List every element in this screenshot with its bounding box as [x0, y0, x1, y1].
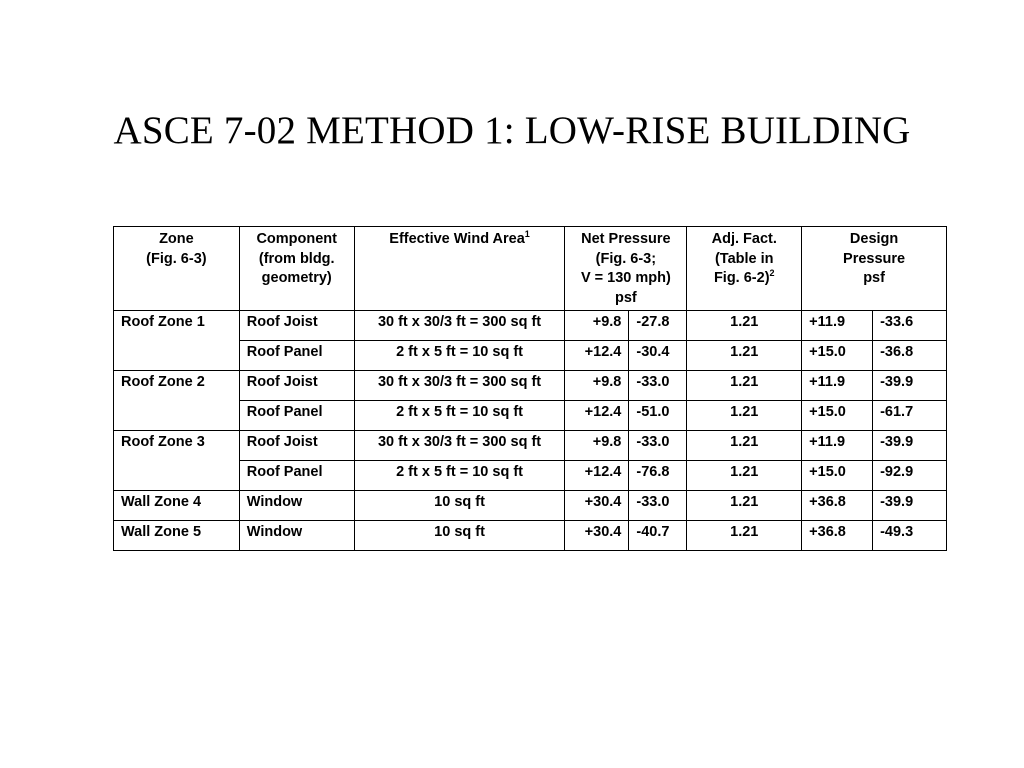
net-negative-cell: -33.0: [629, 371, 687, 401]
net-positive-cell: +30.4: [565, 491, 629, 521]
header-area-line: [362, 230, 558, 250]
adj-factor-cell: 1.21: [687, 521, 802, 551]
area-cell: 10 sq ft: [354, 521, 565, 551]
header-design-pressure: [802, 227, 947, 311]
header-adj-line: Adj. Fact.: [711, 231, 777, 247]
adj-factor-cell: 1.21: [687, 311, 802, 341]
table-row: [114, 491, 947, 521]
header-net-line: Net Pressure: [581, 231, 671, 247]
header-row: [114, 227, 947, 311]
adj-factor-cell: 1.21: [687, 401, 802, 431]
net-negative-cell: -40.7: [629, 521, 687, 551]
slide-title: ASCE 7-02 METHOD 1: LOW-RISE BUILDING: [113, 109, 911, 152]
net-positive-cell: +9.8: [565, 431, 629, 461]
header-design-line: Design: [849, 231, 899, 247]
component-cell: Roof Joist: [239, 431, 354, 461]
header-adj-line: [694, 269, 794, 289]
design-positive-cell: +15.0: [802, 461, 873, 491]
header-effective-wind-area: [354, 227, 565, 311]
footnote-marker: 1: [524, 229, 530, 239]
table-row: [114, 341, 947, 371]
area-cell: 2 ft x 5 ft = 10 sq ft: [354, 341, 565, 371]
header-component: [239, 227, 354, 311]
component-cell: Roof Joist: [239, 371, 354, 401]
net-negative-cell: -76.8: [629, 461, 687, 491]
table-row: [114, 461, 947, 491]
table-row: [114, 431, 947, 461]
area-cell: 2 ft x 5 ft = 10 sq ft: [354, 461, 565, 491]
adj-factor-cell: 1.21: [687, 341, 802, 371]
header-net-line: V = 130 mph): [580, 270, 671, 286]
net-positive-cell: +12.4: [565, 401, 629, 431]
design-positive-cell: +36.8: [802, 491, 873, 521]
adj-factor-cell: 1.21: [687, 431, 802, 461]
design-positive-cell: +15.0: [802, 401, 873, 431]
area-cell: 30 ft x 30/3 ft = 300 sq ft: [354, 311, 565, 341]
table-row: [114, 311, 947, 341]
zone-cell: Wall Zone 5: [114, 521, 240, 551]
component-cell: Roof Joist: [239, 311, 354, 341]
component-cell: Roof Panel: [239, 401, 354, 431]
table-row: [114, 401, 947, 431]
net-negative-cell: -30.4: [629, 341, 687, 371]
net-negative-cell: -27.8: [629, 311, 687, 341]
net-positive-cell: +12.4: [565, 461, 629, 491]
wind-pressure-table: [113, 226, 947, 551]
header-adj-text: Fig. 6-2): [713, 270, 770, 286]
adj-factor-cell: 1.21: [687, 461, 802, 491]
design-negative-cell: -39.9: [873, 371, 947, 401]
header-adj-line: (Table in: [714, 250, 774, 267]
header-zone: [114, 227, 240, 311]
area-cell: 10 sq ft: [354, 491, 565, 521]
header-component-line: Component: [256, 231, 337, 247]
net-positive-cell: +9.8: [565, 311, 629, 341]
net-positive-cell: +12.4: [565, 341, 629, 371]
table-row: [114, 521, 947, 551]
net-positive-cell: +9.8: [565, 371, 629, 401]
header-net-line: psf: [615, 289, 637, 306]
design-negative-cell: -33.6: [873, 311, 947, 341]
header-zone-line: (Fig. 6-3): [146, 250, 207, 267]
adj-factor-cell: 1.21: [687, 371, 802, 401]
table-row: [114, 371, 947, 401]
zone-cell: Roof Zone 2: [114, 371, 240, 431]
design-negative-cell: -39.9: [873, 491, 947, 521]
header-net-line: (Fig. 6-3;: [595, 250, 657, 267]
header-area-text: Effective Wind Area: [389, 231, 525, 247]
header-adj-fact: [687, 227, 802, 311]
adj-factor-cell: 1.21: [687, 491, 802, 521]
design-negative-cell: -39.9: [873, 431, 947, 461]
design-negative-cell: -49.3: [873, 521, 947, 551]
zone-cell: Wall Zone 4: [114, 491, 240, 521]
area-cell: 2 ft x 5 ft = 10 sq ft: [354, 401, 565, 431]
area-cell: 30 ft x 30/3 ft = 300 sq ft: [354, 431, 565, 461]
component-cell: Roof Panel: [239, 461, 354, 491]
net-negative-cell: -33.0: [629, 431, 687, 461]
design-positive-cell: +15.0: [802, 341, 873, 371]
component-cell: Roof Panel: [239, 341, 354, 371]
area-cell: 30 ft x 30/3 ft = 300 sq ft: [354, 371, 565, 401]
component-cell: Window: [239, 491, 354, 521]
header-net-pressure: [565, 227, 687, 311]
footnote-marker: 2: [769, 268, 775, 278]
net-negative-cell: -33.0: [629, 491, 687, 521]
design-negative-cell: -61.7: [873, 401, 947, 431]
header-design-line: Pressure: [843, 250, 906, 267]
zone-cell: Roof Zone 1: [114, 311, 240, 371]
header-component-line: geometry): [261, 270, 332, 286]
design-positive-cell: +11.9: [802, 371, 873, 401]
design-negative-cell: -36.8: [873, 341, 947, 371]
header-design-line: psf: [863, 270, 885, 286]
design-positive-cell: +36.8: [802, 521, 873, 551]
design-positive-cell: +11.9: [802, 311, 873, 341]
header-component-line: (from bldg.: [258, 250, 335, 267]
net-positive-cell: +30.4: [565, 521, 629, 551]
header-zone-line: Zone: [159, 231, 194, 247]
component-cell: Window: [239, 521, 354, 551]
zone-cell: Roof Zone 3: [114, 431, 240, 491]
design-negative-cell: -92.9: [873, 461, 947, 491]
net-negative-cell: -51.0: [629, 401, 687, 431]
design-positive-cell: +11.9: [802, 431, 873, 461]
